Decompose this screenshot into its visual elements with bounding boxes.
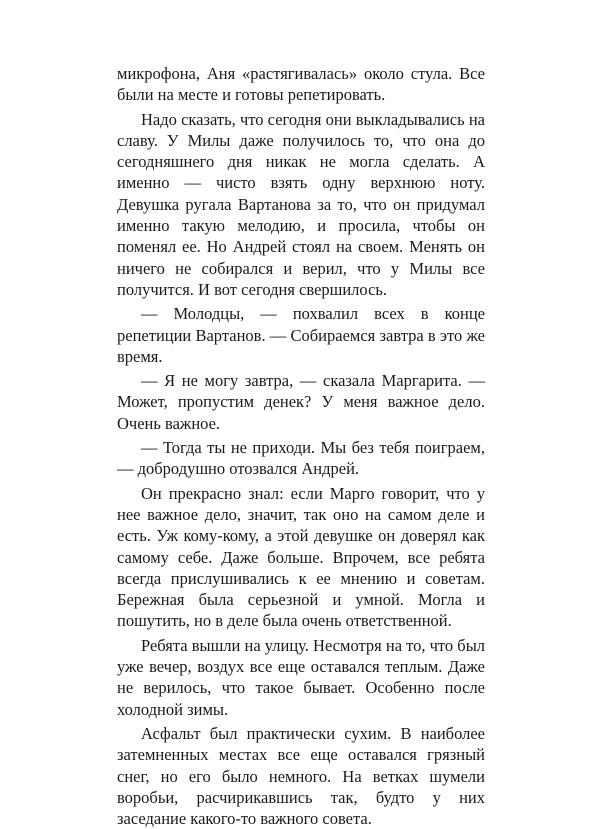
paragraph-8: Асфальт был практически сухим. В наиболее затемненных местах все еще оставался грязный снег, но его было немного. На ветках шумели воробьи, расчирикавшись так, будто у них заседание какого-то важного совета. [117, 723, 485, 829]
paragraph-2: Надо сказать, что сегодня они выкладывались на славу. У Милы даже получилось то, что она до сегодняшнего дня никак не могла сделать. А именно — чисто взять одну верхнюю ноту. Девушка ругала Вартанова за то, что он придумал именно такую мелодию, и просила, чтобы он поменял ее. Но Андрей стоял на своем. Менять он ничего не собирался и верил, что у Милы все получится. И вот сегодня свершилось. [117, 109, 485, 299]
paragraph-4: — Я не могу завтра, — сказала Маргарита. — Может, пропустим денек? У меня важное дело. Очень важное. [117, 371, 485, 433]
page-text [117, 63, 485, 829]
paragraph-7: Ребята вышли на улицу. Несмотря на то, что был уже вечер, воздух все еще оставался теплым. Даже не верилось, что такое бывает. Особенно после холодной зимы. [117, 635, 486, 719]
paragraph-3: — Молодцы, — похвалил всех в конце репетиции Вартанов. — Собираемся завтра в это же время. [117, 304, 485, 366]
paragraph-6: Он прекрасно знал: если Марго говорит, что у нее важное дело, значит, так оно на самом деле и есть. Уж кому-кому, а этой девушке он доверял как самому себе. Даже больше. Впрочем, все ребята всегда прислушивались к ее мнению и советам. Бережная была серьезной и умной. Могла и пошутить, но в деле была очень ответственной. [117, 483, 485, 631]
paragraph-1: микрофона, Аня «растягивалась» около стула. Все были на месте и готовы репетировать. [117, 64, 485, 105]
paragraph-5: — Тогда ты не приходи. Мы без тебя поиграем, — добродушно отозвался Андрей. [117, 438, 485, 479]
